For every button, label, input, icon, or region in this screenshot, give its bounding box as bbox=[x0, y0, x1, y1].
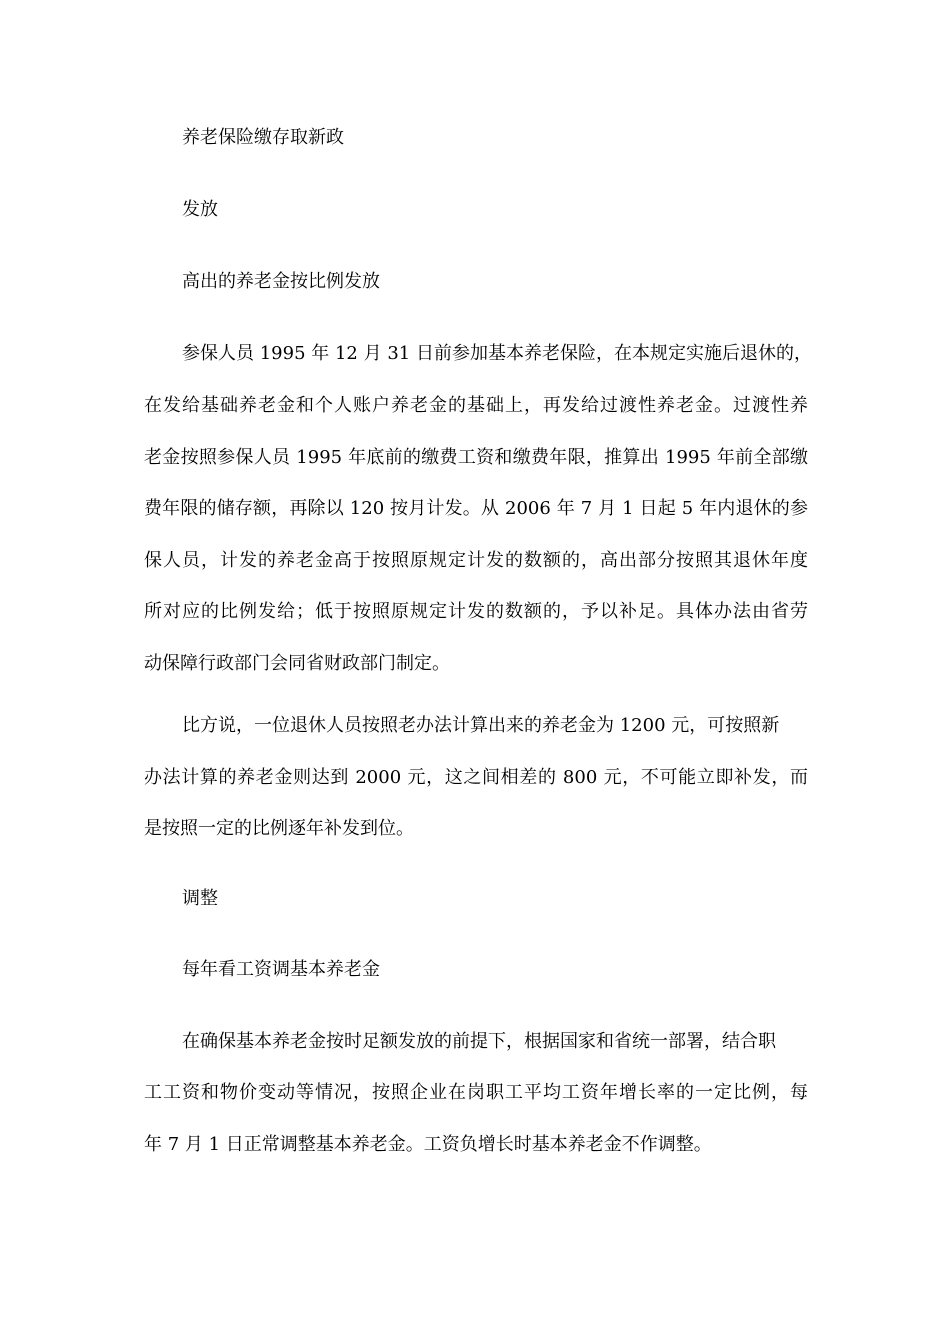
paragraph-transitional-pension-line-5: 保人员，计发的养老金高于按照原规定计发的数额的，高出部分按照其退休年度 bbox=[144, 550, 808, 571]
paragraph-adjustment-line-3: 年 7 月 1 日正常调整基本养老金。工资负增长时基本养老金不作调整。 bbox=[144, 1134, 712, 1155]
paragraph-example-line-1: 比方说，一位退休人员按照老办法计算出来的养老金为 1200 元，可按照新 bbox=[182, 715, 780, 736]
paragraph-transitional-pension-line-7: 动保障行政部门会同省财政部门制定。 bbox=[144, 653, 450, 674]
subheading-annual-adjustment: 每年看工资调基本养老金 bbox=[182, 959, 380, 980]
paragraph-example-line-3: 是按照一定的比例逐年补发到位。 bbox=[144, 818, 414, 839]
subheading-proportional-distribution: 高出的养老金按比例发放 bbox=[182, 271, 380, 292]
document-title: 养老保险缴存取新政 bbox=[182, 127, 344, 148]
paragraph-adjustment-line-2: 工工资和物价变动等情况，按照企业在岗职工平均工资年增长率的一定比例，每 bbox=[144, 1082, 808, 1103]
section-heading-adjustment: 调整 bbox=[182, 888, 218, 909]
paragraph-transitional-pension-line-1: 参保人员 1995 年 12 月 31 日前参加基本养老保险，在本规定实施后退休的， bbox=[182, 343, 812, 364]
paragraph-transitional-pension-line-6: 所对应的比例发给；低于按照原规定计发的数额的，予以补足。具体办法由省劳 bbox=[144, 601, 808, 622]
paragraph-adjustment-line-1: 在确保基本养老金按时足额发放的前提下，根据国家和省统一部署，结合职 bbox=[182, 1031, 776, 1052]
section-heading-distribution: 发放 bbox=[182, 199, 218, 220]
paragraph-transitional-pension-line-2: 在发给基础养老金和个人账户养老金的基础上，再发给过渡性养老金。过渡性养 bbox=[144, 395, 808, 416]
paragraph-transitional-pension-line-3: 老金按照参保人员 1995 年底前的缴费工资和缴费年限，推算出 1995 年前全部缴 bbox=[144, 447, 808, 468]
paragraph-transitional-pension-line-4: 费年限的储存额，再除以 120 按月计发。从 2006 年 7 月 1 日起 5 年内退休的参 bbox=[144, 498, 808, 519]
paragraph-example-line-2: 办法计算的养老金则达到 2000 元，这之间相差的 800 元，不可能立即补发，而 bbox=[144, 767, 808, 788]
